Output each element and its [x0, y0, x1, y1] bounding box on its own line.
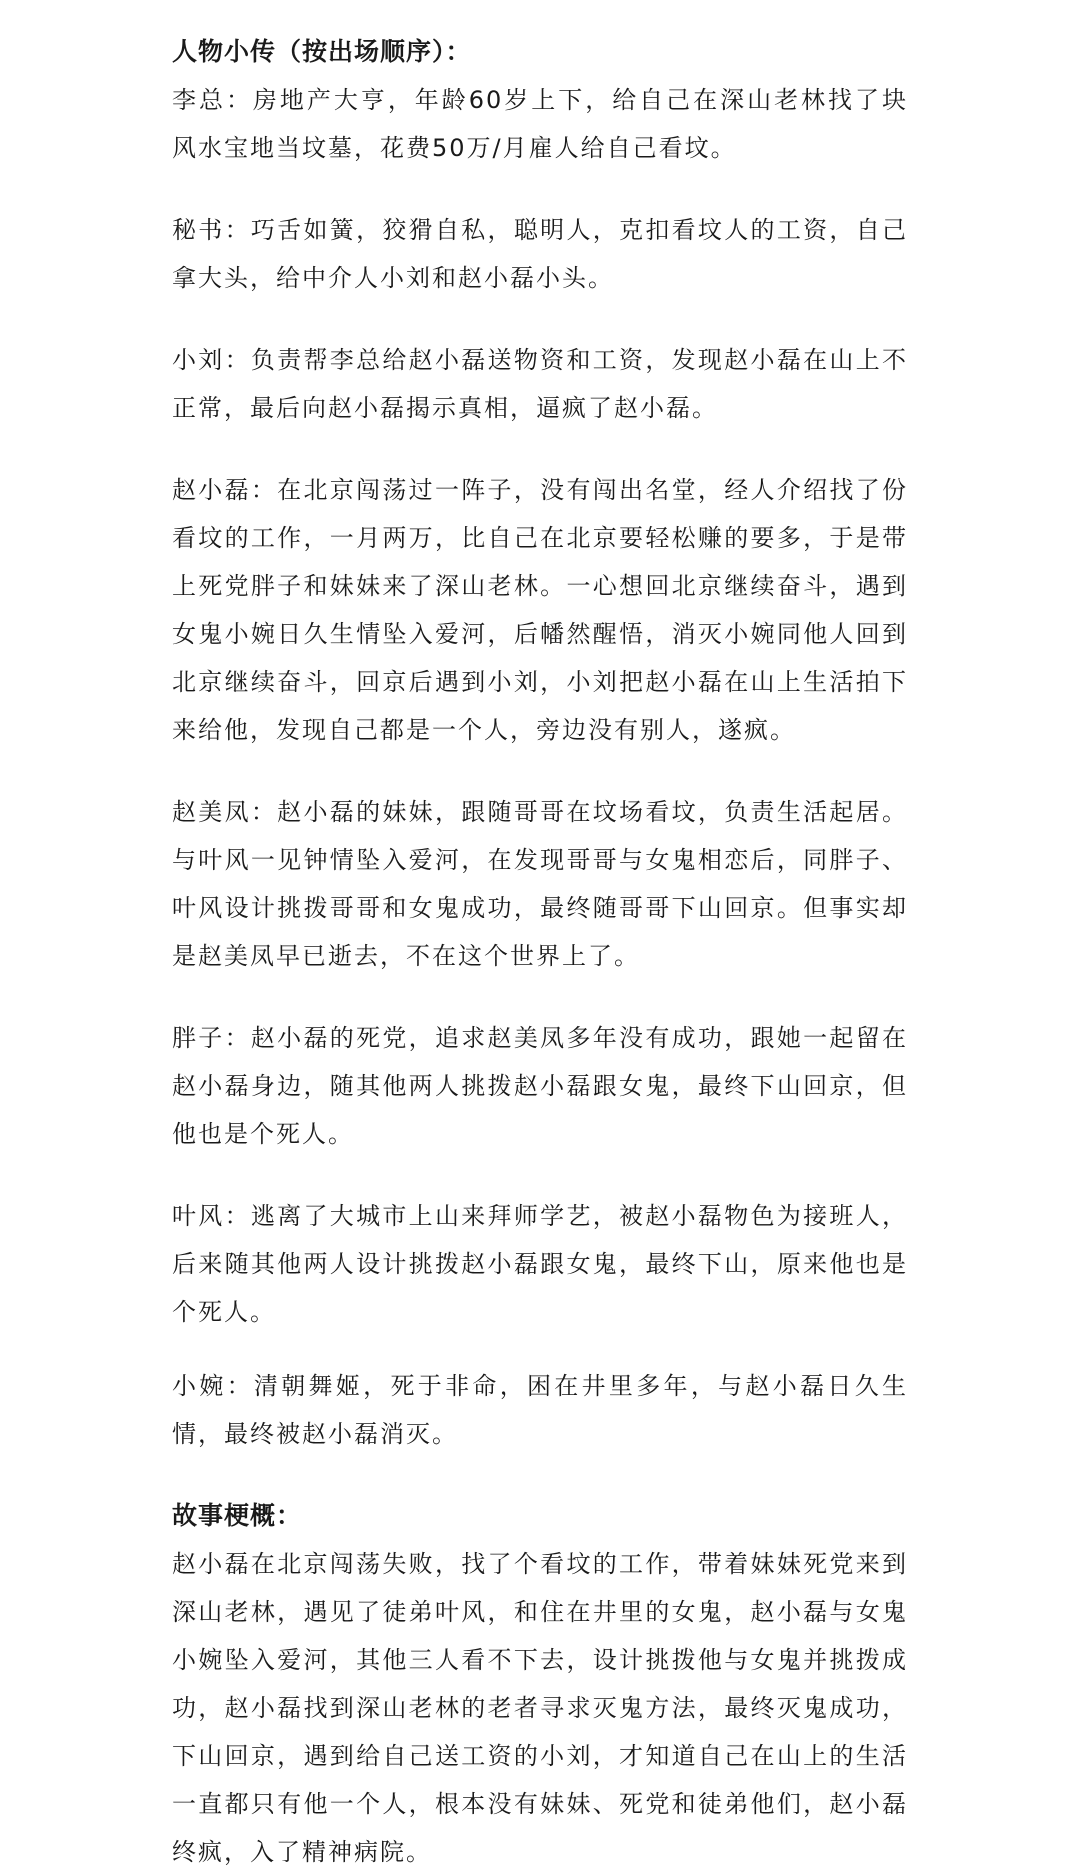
paragraph-gap [172, 1336, 908, 1362]
character-li-zong: 李总：房地产大亨，年龄60岁上下，给自己在深山老林找了块风水宝地当坟墓，花费50万/月雇人给自己看坟。 [172, 86, 908, 162]
character-pangzi: 胖子：赵小磊的死党，追求赵美凤多年没有成功，跟她一起留在赵小磊身边，随其他两人挑拨赵小磊跟女鬼，最终下山回京，但他也是个死人。 [172, 1024, 908, 1148]
character-zhao-meifeng: 赵美凤：赵小磊的妹妹，跟随哥哥在坟场看坟，负责生活起居。与叶风一见钟情坠入爱河，在发现哥哥与女鬼相恋后，同胖子、叶风设计挑拨哥哥和女鬼成功，最终随哥哥下山回京。但事实却是赵美凤早已逝去，不在这个世界上了。 [172, 798, 908, 970]
paragraph-gap [172, 754, 908, 788]
character-zhao-xiaolei: 赵小磊：在北京闯荡过一阵子，没有闯出名堂，经人介绍找了份看坟的工作，一月两万，比自己在北京要轻松赚的要多，于是带上死党胖子和妹妹来了深山老林。一心想回北京继续奋斗，遇到女鬼小婉日久生情坠入爱河，后幡然醒悟，消灭小婉同他人回到北京继续奋斗，回京后遇到小刘，小刘把赵小磊在山上生活拍下来给他，发现自己都是一个人，旁边没有别人，遂疯。 [172, 476, 908, 744]
character-secretary: 秘书：巧舌如簧，狡猾自私，聪明人，克扣看坟人的工资，自己拿大头，给中介人小刘和赵小磊小头。 [172, 216, 908, 292]
paragraph-gap [172, 1158, 908, 1192]
paragraph-gap [172, 172, 908, 206]
paragraph-gap [172, 1458, 908, 1492]
character-xiao-liu: 小刘：负责帮李总给赵小磊送物资和工资，发现赵小磊在山上不正常，最后向赵小磊揭示真相，逼疯了赵小磊。 [172, 346, 908, 422]
paragraph-gap [172, 302, 908, 336]
character-xiao-wan: 小婉：清朝舞姬，死于非命，困在井里多年，与赵小磊日久生情，最终被赵小磊消灭。 [172, 1372, 908, 1448]
section-title-characters: 人物小传（按出场顺序）： [172, 37, 472, 66]
paragraph-gap [172, 432, 908, 466]
section-title-synopsis: 故事梗概： [172, 1501, 303, 1530]
paragraph-gap [172, 980, 908, 1014]
character-ye-feng: 叶风：逃离了大城市上山来拜师学艺，被赵小磊物色为接班人，后来随其他两人设计挑拨赵小磊跟女鬼，最终下山，原来他也是个死人。 [172, 1202, 908, 1326]
synopsis-text: 赵小磊在北京闯荡失败，找了个看坟的工作，带着妹妹死党来到深山老林，遇见了徒弟叶风，和住在井里的女鬼，赵小磊与女鬼小婉坠入爱河，其他三人看不下去，设计挑拨他与女鬼并挑拨成功，赵小磊找到深山老林的老者寻求灭鬼方法，最终灭鬼成功，下山回京，遇到给自己送工资的小刘，才知道自己在山上的生活一直都只有他一个人，根本没有妹妹、死党和徒弟他们，赵小磊终疯，入了精神病院。 [172, 1550, 908, 1866]
